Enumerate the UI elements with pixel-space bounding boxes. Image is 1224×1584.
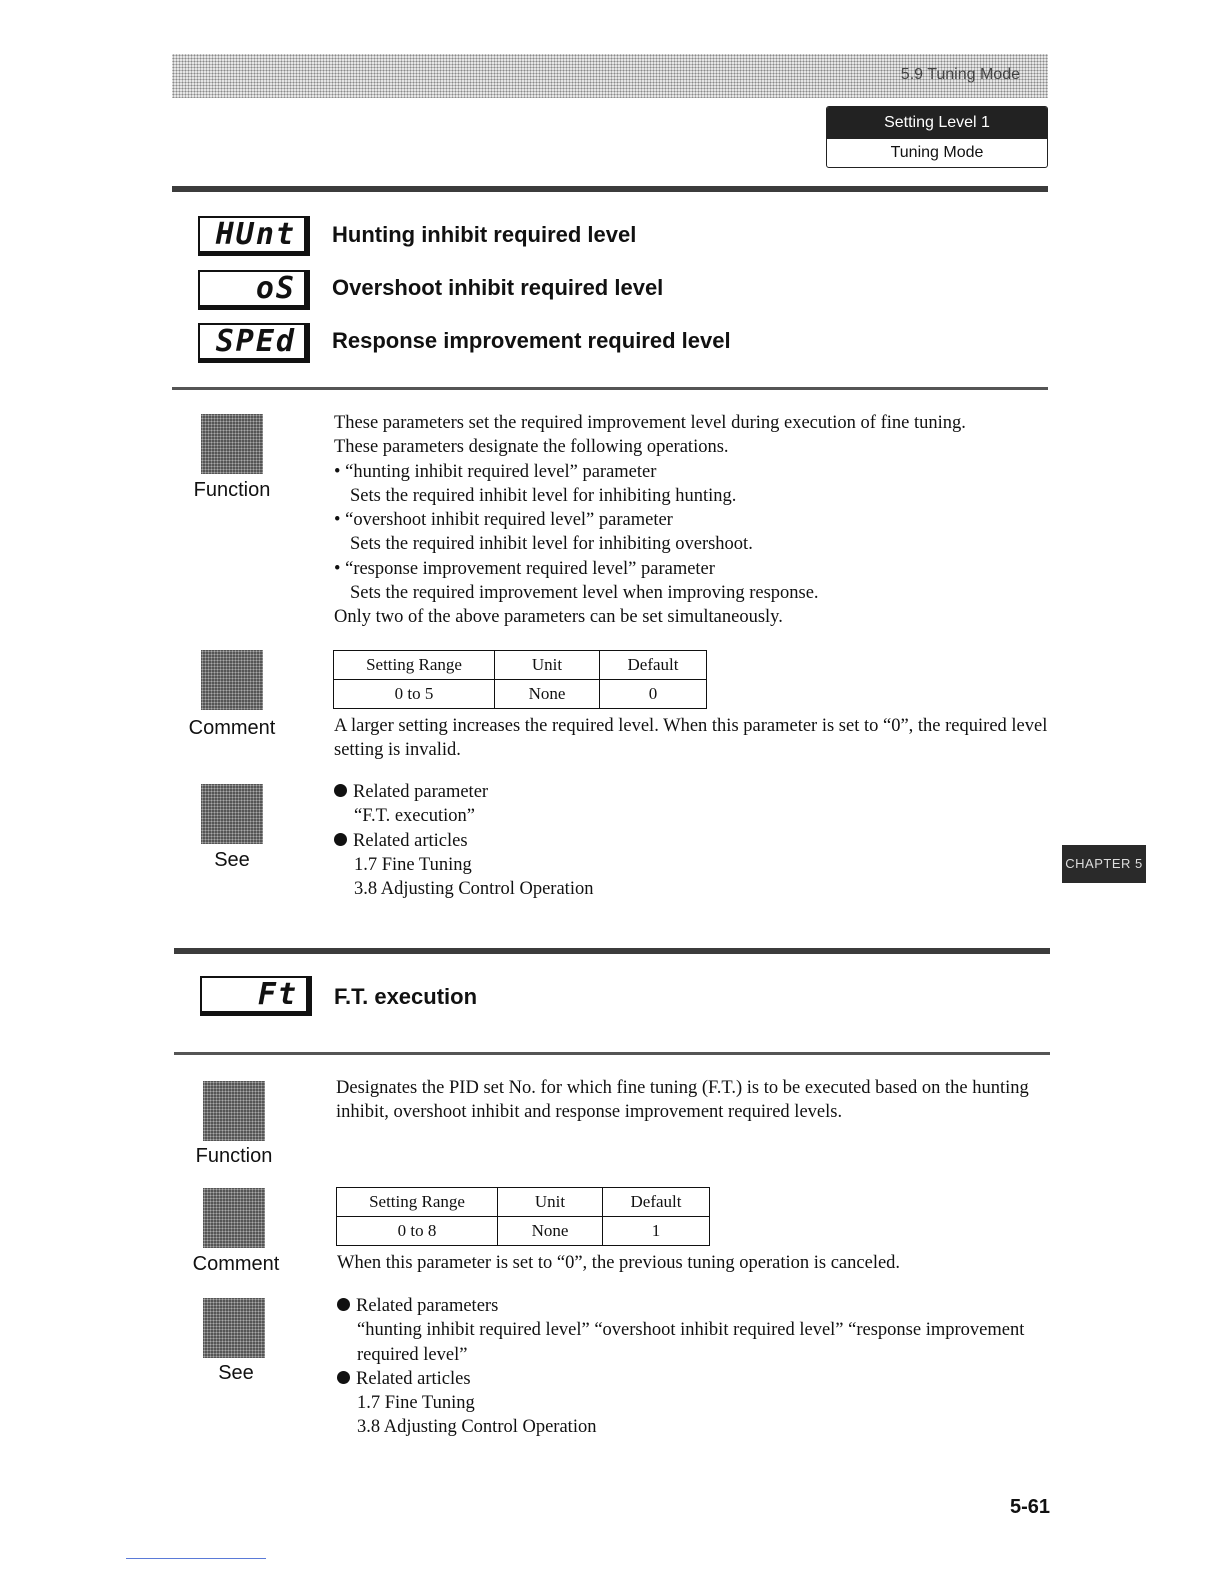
table-cell: 0 to 8	[337, 1217, 498, 1246]
function-line: These parameters designate the following operations.	[334, 437, 729, 458]
related-article[interactable]: 1.7 Fine Tuning	[354, 854, 472, 875]
related-article[interactable]: 1.7 Fine Tuning	[357, 1393, 475, 1414]
table-header-row	[334, 651, 707, 680]
setting-table	[336, 1187, 710, 1246]
function-line: • “hunting inhibit required level” parameter	[334, 461, 657, 482]
param-title-sped: Response improvement required level	[332, 328, 731, 353]
header-band	[172, 54, 1048, 98]
related-article[interactable]: 3.8 Adjusting Control Operation	[357, 1417, 597, 1438]
table-header-row	[337, 1188, 710, 1217]
related-param-heading: Related parameter	[353, 782, 489, 802]
comment-text: A larger setting increases the required level. When this parameter is set to “0”, the required level setting is invalid.	[334, 716, 1048, 761]
setting-table	[333, 650, 707, 709]
display-os: oS	[198, 270, 310, 310]
setting-level-label: Setting Level 1	[827, 107, 1047, 139]
table-header: Setting Range	[337, 1188, 498, 1217]
section-divider	[172, 387, 1048, 390]
block-divider	[174, 948, 1050, 954]
display-ft: Ft	[200, 976, 312, 1016]
related-param-heading: Related parameters	[356, 1296, 499, 1316]
table-cell: None	[495, 680, 600, 709]
chapter-tab[interactable]: CHAPTER 5	[1062, 845, 1146, 883]
function-line: • “overshoot inhibit required level” parameter	[334, 510, 673, 531]
related-article[interactable]: 3.8 Adjusting Control Operation	[354, 879, 594, 900]
section-divider	[174, 1052, 1050, 1055]
table-row	[337, 1217, 710, 1246]
table-cell: 1	[603, 1217, 710, 1246]
display-hunt: HUnt	[198, 216, 310, 256]
related-articles-heading: Related articles	[356, 1368, 471, 1389]
function-icon	[203, 1081, 265, 1141]
function-line: These parameters set the required improvement level during execution of fine tuning.	[334, 413, 966, 433]
table-cell: 0	[600, 680, 707, 709]
tuning-mode-label: Tuning Mode	[890, 144, 984, 161]
table-header: Unit	[495, 651, 600, 680]
table-header: Default	[600, 651, 707, 680]
bullet-icon	[334, 833, 347, 846]
related-param[interactable]: “F.T. execution”	[354, 806, 475, 827]
table-cell: 0 to 5	[334, 680, 495, 709]
function-line: Sets the required improvement level when improving response.	[350, 583, 819, 604]
related-articles-heading: Related articles	[353, 830, 468, 851]
comment-icon	[201, 650, 263, 710]
header-divider	[172, 186, 1048, 192]
comment-label: Comment	[192, 1253, 280, 1275]
see-label: See	[218, 1362, 254, 1384]
function-description: Designates the PID set No. for which fine tuning (F.T.) is to be executed based on the hunting inhibit, overshoot inhibit and response improvement required levels.	[336, 1078, 1029, 1123]
see-icon	[203, 1298, 265, 1358]
param-title-ft: F.T. execution	[334, 984, 478, 1009]
related-param[interactable]: “hunting inhibit required level” “overshoot inhibit required level” “response improvement required level”	[357, 1320, 1025, 1365]
bullet-icon	[334, 784, 347, 797]
comment-label: Comment	[188, 717, 276, 739]
table-header: Setting Range	[334, 651, 495, 680]
function-label: Function	[193, 479, 271, 501]
param-title-hunt: Hunting inhibit required level	[332, 222, 637, 247]
page-number: 5-61	[1010, 1496, 1051, 1518]
function-icon	[201, 414, 263, 474]
bullet-icon	[337, 1298, 350, 1311]
see-label: See	[214, 849, 250, 871]
comment-text: When this parameter is set to “0”, the previous tuning operation is canceled.	[337, 1253, 901, 1273]
function-line: • “response improvement required level” parameter	[334, 558, 715, 579]
function-description	[334, 411, 1054, 630]
function-line: Sets the required inhibit level for inhibiting overshoot.	[350, 534, 753, 555]
function-line: Sets the required inhibit level for inhibiting hunting.	[350, 485, 737, 506]
function-line: Only two of the above parameters can be set simultaneously.	[334, 607, 783, 628]
table-row	[334, 680, 707, 709]
table-header: Default	[603, 1188, 710, 1217]
display-sped: SPEd	[198, 323, 310, 363]
footer-line	[126, 1558, 266, 1559]
related-info	[334, 780, 1054, 901]
related-info	[337, 1294, 1053, 1440]
comment-icon	[203, 1188, 265, 1248]
section-title: 5.9 Tuning Mode	[900, 66, 1020, 83]
param-title-os: Overshoot inhibit required level	[332, 275, 664, 300]
see-icon	[201, 784, 263, 844]
setting-level-box	[826, 106, 1048, 168]
function-label: Function	[195, 1145, 273, 1167]
bullet-icon	[337, 1371, 350, 1384]
table-header: Unit	[498, 1188, 603, 1217]
table-cell: None	[498, 1217, 603, 1246]
